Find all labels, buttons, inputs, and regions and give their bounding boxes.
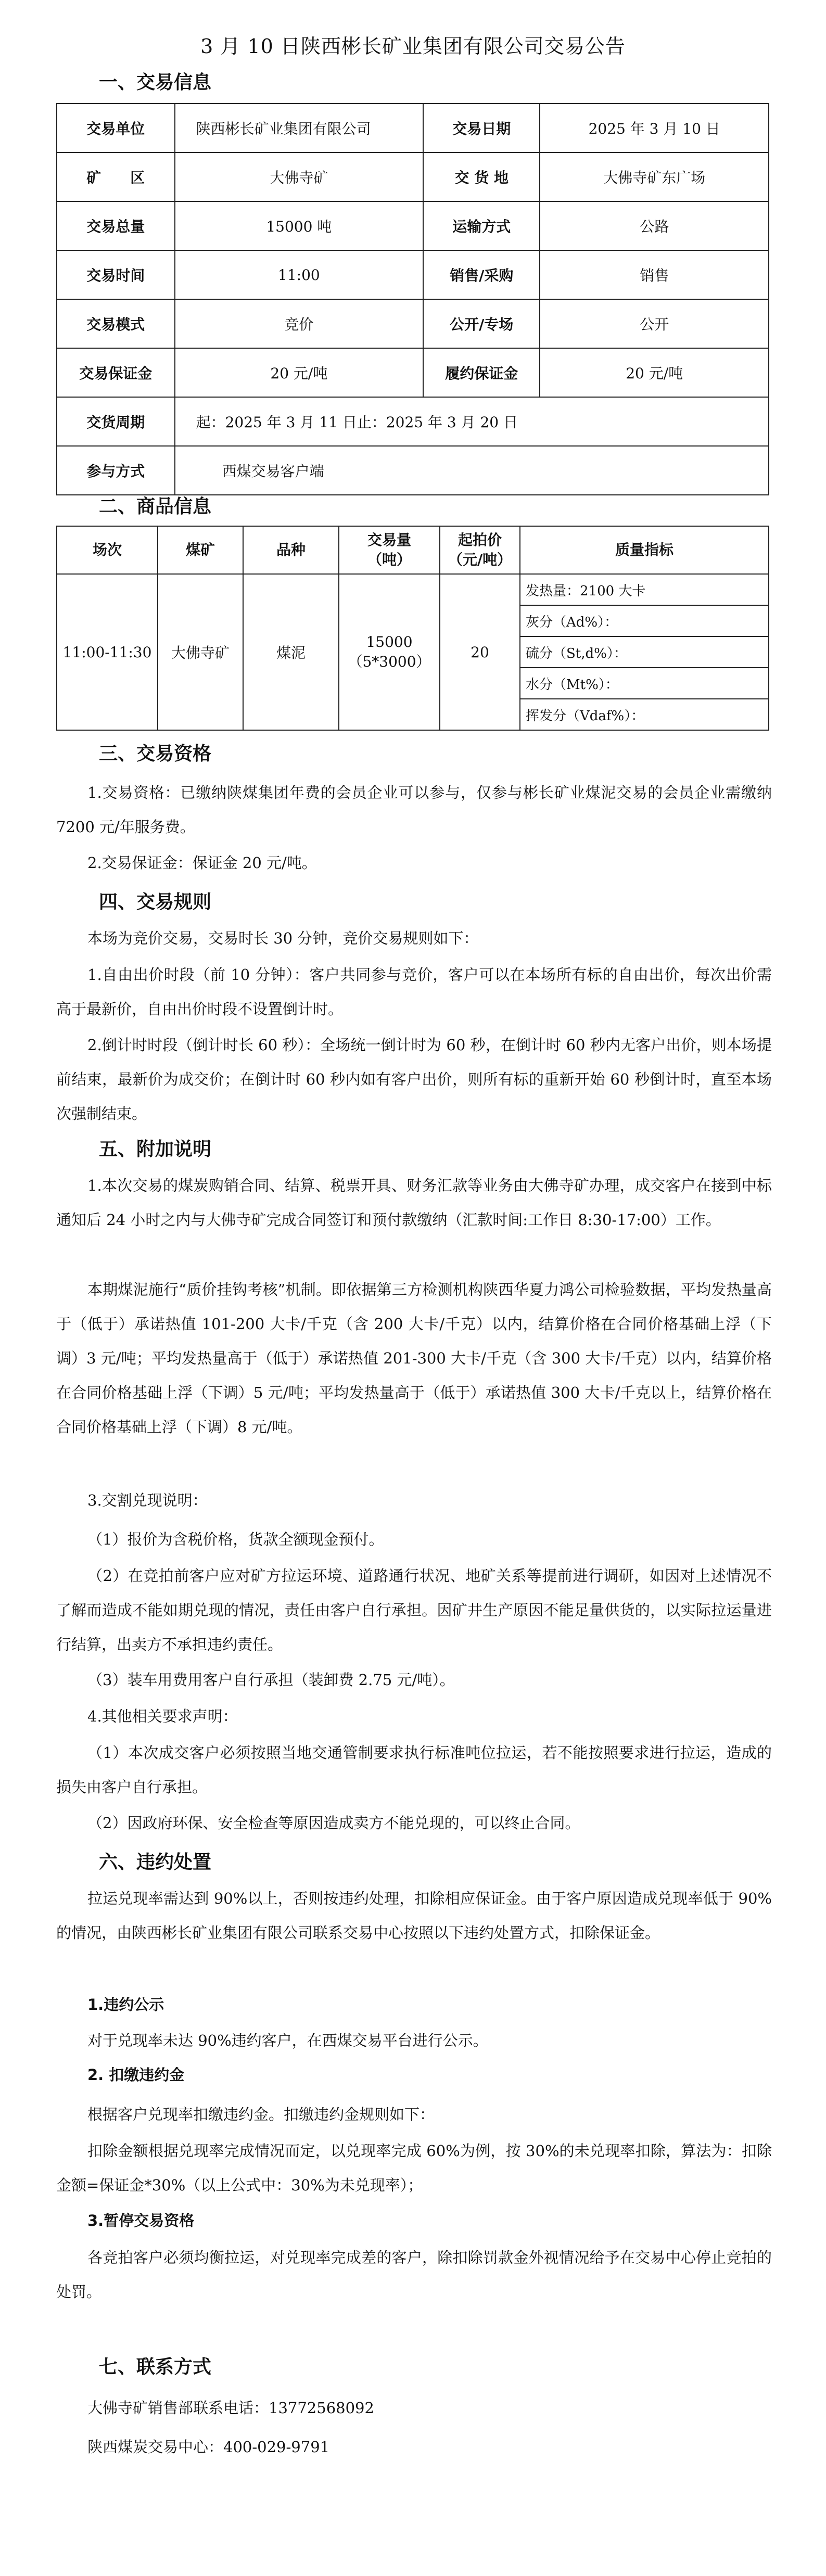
column-header-session: 场次 <box>57 526 158 574</box>
table-cell-label: 矿 区 <box>57 152 175 201</box>
table-row <box>57 152 769 201</box>
table-cell-label: 交易保证金 <box>57 348 175 397</box>
delivery-heading: 3.交割兑现说明： <box>87 1491 208 1509</box>
table-row <box>57 574 769 605</box>
contact-mine-sales: 大佛寺矿销售部联系电话：13772568092 <box>87 2399 374 2417</box>
table-row <box>57 250 769 299</box>
quality-price-paragraph: 本期煤泥施行“质价挂钩考核”机制。即依据第三方检测机构陕西华夏力鸿公司检验数据，平均发热量高于（低于）承诺热值 101-200 大卡/千克（含 200 大卡/千克）以内，结算价格在合同价格基础上浮（下调）3 元/吨；平均发热量高于（低于）承诺热值 201-300 大卡/千克（含 300 大卡/千克）以内，结算价格在合同价格基础上浮（下调）5 元/吨；平均发热量高于（低于）承诺热值 300 大卡/千克以上，结算价格在合同价格基础上浮（下调）8 元/吨。 <box>56 1281 772 1436</box>
cell-mine: 大佛寺矿 <box>158 574 243 730</box>
table-cell-label: 交货周期 <box>57 397 175 446</box>
cell-volume <box>339 574 440 730</box>
volume-note: （5*3000） <box>348 653 431 670</box>
table-cell-value: 西煤交易客户端 <box>175 446 769 495</box>
column-header-start-price: 起拍价 （元/吨） <box>440 526 520 574</box>
cell-start-price: 20 <box>440 574 520 730</box>
table-cell-label: 参与方式 <box>57 446 175 495</box>
quality-indicator: 发热量：2100 大卡 <box>520 574 769 605</box>
table-cell-value: 公路 <box>540 201 769 250</box>
column-header-volume: 交易量 （吨） <box>339 526 440 574</box>
table-row <box>57 104 769 152</box>
delivery-item-3: （3）装车用费用客户自行承担（装卸费 2.75 元/吨）。 <box>87 1671 455 1689</box>
table-cell-value: 公开 <box>540 299 769 348</box>
trade-info-table <box>56 103 769 495</box>
publicity-paragraph: 对于兑现率未达 90%违约客户，在西煤交易平台进行公示。 <box>87 2032 488 2049</box>
section-heading-default-handling: 六、违约处置 <box>99 1852 212 1873</box>
cell-variety: 煤泥 <box>243 574 339 730</box>
table-cell-value: 竞价 <box>175 299 424 348</box>
eligibility-paragraph: 1.交易资格：已缴纳陕煤集团年费的会员企业可以参与，仅参与彬长矿业煤泥交易的会员企业需缴纳 7200 元/年服务费。 <box>56 784 772 836</box>
table-cell-value: 15000 吨 <box>175 201 424 250</box>
table-cell-label: 交易总量 <box>57 201 175 250</box>
default-subheading-suspension: 3.暂停交易资格 <box>87 2212 195 2229</box>
table-cell-label: 交易单位 <box>57 104 175 152</box>
column-header-quality: 质量指标 <box>520 526 769 574</box>
table-cell-label: 公开/专场 <box>423 299 540 348</box>
table-cell-label: 销售/采购 <box>423 250 540 299</box>
quality-indicator: 水分（Mt%）： <box>520 668 769 699</box>
free-bidding-paragraph: 1.自由出价时段（前 10 分钟）：客户共同参与竞价，客户可以在本场所有标的自由出价，每次出价需高于最新价，自由出价时段不设置倒计时。 <box>56 966 772 1018</box>
table-header-row <box>57 526 769 574</box>
table-cell-value: 2025 年 3 月 10 日 <box>540 104 769 152</box>
cell-session: 11:00-11:30 <box>57 574 158 730</box>
table-cell-label: 交 货 地 <box>423 152 540 201</box>
rules-intro-paragraph: 本场为竞价交易，交易时长 30 分钟，竞价交易规则如下： <box>87 929 479 947</box>
table-cell-value: 大佛寺矿 <box>175 152 424 201</box>
table-row <box>57 299 769 348</box>
table-row <box>57 397 769 446</box>
table-cell-label: 交易日期 <box>423 104 540 152</box>
deposit-paragraph: 2.交易保证金：保证金 20 元/吨。 <box>87 854 317 872</box>
default-subheading-publicity: 1.违约公示 <box>87 1996 164 2013</box>
goods-info-table <box>56 526 769 731</box>
penalty-rule-paragraph: 根据客户兑现率扣缴违约金。扣缴违约金规则如下： <box>87 2106 435 2123</box>
table-cell-value: 销售 <box>540 250 769 299</box>
section-heading-trade-rules: 四、交易规则 <box>99 891 212 913</box>
other-requirements-heading: 4.其他相关要求声明： <box>87 1707 238 1725</box>
section-heading-trade-info: 一、交易信息 <box>99 72 212 93</box>
column-header-variety: 品种 <box>243 526 339 574</box>
other-requirement-1: （1）本次成交客户必须按照当地交通管制要求执行标准吨位拉运，若不能按照要求进行拉运，造成的损失由客户自行承担。 <box>56 1744 772 1796</box>
table-cell-label: 交易时间 <box>57 250 175 299</box>
penalty-calc-paragraph: 扣除金额根据兑现率完成情况而定，以兑现率完成 60%为例，按 30%的未兑现率扣除，算法为：扣除金额=保证金*30%（以上公式中：30%为未兑现率）； <box>56 2142 772 2194</box>
section-heading-contact: 七、联系方式 <box>99 2356 212 2378</box>
column-header-mine: 煤矿 <box>158 526 243 574</box>
contact-trading-center: 陕西煤炭交易中心：400-029-9791 <box>87 2438 330 2456</box>
table-row <box>57 348 769 397</box>
table-cell-label: 履约保证金 <box>423 348 540 397</box>
table-cell-value: 20 元/吨 <box>540 348 769 397</box>
table-cell-value: 大佛寺矿东广场 <box>540 152 769 201</box>
table-cell-value: 起：2025 年 3 月 11 日止：2025 年 3 月 20 日 <box>175 397 769 446</box>
default-subheading-penalty: 2. 扣缴违约金 <box>87 2066 185 2084</box>
countdown-paragraph: 2.倒计时时段（倒计时长 60 秒）：全场统一倒计时为 60 秒，在倒计时 60 秒内无客户出价，则本场提前结束，最新价为成交价；在倒计时 60 秒内如有客户出价，则所有标的重新开始 60 秒倒计时，直至本场次强制结束。 <box>56 1036 772 1123</box>
default-intro-paragraph: 拉运兑现率需达到 90%以上，否则按违约处理，扣除相应保证金。由于客户原因造成兑现率低于 90%的情况，由陕西彬长矿业集团有限公司联系交易中心按照以下违约处置方式，扣除保证金。 <box>56 1890 772 1942</box>
delivery-item-1: （1）报价为含税价格，货款全额现金预付。 <box>87 1531 384 1548</box>
section-heading-goods-info: 二、商品信息 <box>99 496 212 517</box>
other-requirement-2: （2）因政府环保、安全检查等原因造成卖方不能兑现的，可以终止合同。 <box>87 1814 580 1832</box>
section-heading-additional-notes: 五、附加说明 <box>99 1139 212 1160</box>
quality-indicator: 灰分（Ad%）： <box>520 605 769 636</box>
section-heading-trade-eligibility: 三、交易资格 <box>99 743 212 764</box>
table-row <box>57 201 769 250</box>
page-title: 3 月 10 日陕西彬长矿业集团有限公司交易公告 <box>200 35 626 58</box>
table-cell-value: 陕西彬长矿业集团有限公司 <box>175 104 424 152</box>
contract-paragraph: 1.本次交易的煤炭购销合同、结算、税票开具、财务汇款等业务由大佛寺矿办理，成交客户在接到中标通知后 24 小时之内与大佛寺矿完成合同签订和预付款缴纳（汇款时间:工作日 8:30-17:00）工作。 <box>56 1177 772 1229</box>
delivery-item-2: （2）在竞拍前客户应对矿方拉运环境、道路通行状况、地矿关系等提前进行调研，如因对上述情况不了解而造成不能如期兑现的情况，责任由客户自行承担。因矿井生产原因不能足量供货的，以实际拉运量进行结算，出卖方不承担违约责任。 <box>56 1567 772 1653</box>
table-cell-label: 运输方式 <box>423 201 540 250</box>
quality-indicator: 挥发分（Vdaf%）： <box>520 699 769 730</box>
table-cell-label: 交易模式 <box>57 299 175 348</box>
quality-indicator: 硫分（St,d%）： <box>520 636 769 668</box>
table-cell-value: 11:00 <box>175 250 424 299</box>
table-row <box>57 446 769 495</box>
table-cell-value: 20 元/吨 <box>175 348 424 397</box>
volume-value: 15000 <box>366 633 413 651</box>
suspension-paragraph: 各竞拍客户必须均衡拉运，对兑现率完成差的客户，除扣除罚款金外视情况给予在交易中心停止竞拍的处罚。 <box>56 2249 772 2301</box>
